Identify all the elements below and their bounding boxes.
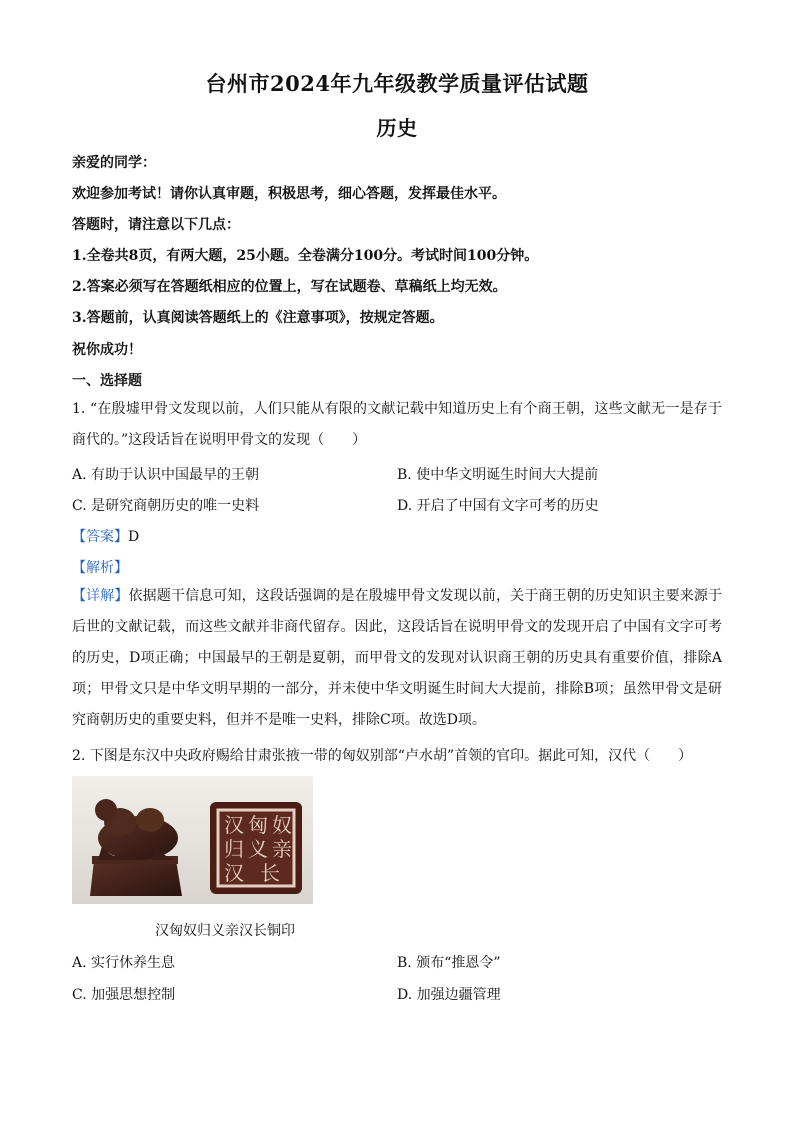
svg-text:亲: 亲: [272, 837, 292, 861]
subject-title: 历史: [376, 116, 418, 140]
q2-option-d: D. 加强边疆管理: [397, 987, 501, 1003]
svg-text:归: 归: [224, 837, 244, 861]
question-1-stem: 1. “在殷墟甲骨文发现以前，人们只能从有限的文献记载中知道历史上有个商王朝，这些文献无一是存于商代的。”这段话旨在说明甲骨文的发现（ ）: [72, 401, 722, 448]
greeting: 亲爱的同学：: [72, 155, 156, 171]
seal-photo: [72, 776, 313, 904]
wish-text: 祝你成功！: [72, 342, 142, 358]
welcome-text: 欢迎参加考试！请你认真审题，积极思考，细心答题，发挥最佳水平。: [72, 186, 506, 202]
note-3: 3.答题前，认真阅读答题纸上的《注意事项》，按规定答题。: [72, 310, 444, 326]
q1-answer: [72, 526, 139, 546]
figure-caption: 汉匈奴归义亲汉长铜印: [155, 923, 295, 939]
detail-label: 【详解】: [72, 588, 129, 604]
svg-text:奴: 奴: [272, 813, 292, 837]
q2-option-b: B. 颁布“推恩令”: [397, 955, 501, 971]
exam-title: 台州市2024年九年级教学质量评估试题: [205, 71, 589, 96]
svg-text:汉: 汉: [224, 861, 244, 885]
q2-option-c: C. 加强思想控制: [72, 987, 176, 1003]
q1-option-d: D. 开启了中国有文字可考的历史: [397, 498, 599, 514]
svg-text:长: 长: [260, 861, 280, 885]
answer-value: D: [128, 529, 140, 545]
note-2: 2.答案必须写在答题纸相应的位置上，写在试题卷、草稿纸上均无效。: [72, 279, 507, 295]
q1-option-b: B. 使中华文明诞生时间大大提前: [397, 467, 599, 483]
detail-text: 依据题干信息可知，这段话强调的是在殷墟甲骨文发现以前，关于商王朝的历史知识主要来源于后世的文献记载，而这些文献并非商代留存。因此，这段话旨在说明甲骨文的发现开启了中国有文字可考的历史，D项正确；中国最早的王朝是夏朝，而甲骨文的发现对认识商王朝的历史具有重要价值，排除A项；甲骨文只是中华文明早期的一部分，并未使中华文明诞生时间大大提前，排除B项；虽然甲骨文是研究商朝历史的重要史料，但并不是唯一史料，排除C项。故选D项。: [72, 588, 723, 728]
q1-detail: [72, 581, 722, 736]
q1-option-c: C. 是研究商朝历史的唯一史料: [72, 498, 260, 514]
answer-label: 【答案】: [72, 529, 128, 545]
analysis-label: 【解析】: [72, 560, 128, 576]
svg-text:匈: 匈: [248, 813, 268, 837]
section-heading: 一、选择题: [72, 373, 142, 389]
q2-option-a: A. 实行休养生息: [72, 955, 176, 971]
note-1: 1.全卷共8页，有两大题，25小题。全卷满分100分。考试时间100分钟。: [72, 248, 539, 264]
q1-option-a: A. 有助于认识中国最早的王朝: [72, 467, 260, 483]
svg-text:义: 义: [248, 837, 268, 861]
q1-analysis-label: [72, 557, 128, 577]
bronze-seal-illustration: [72, 776, 313, 904]
question-2-stem: 2. 下图是东汉中央政府赐给甘肃张掖一带的匈奴别部“卢水胡”首领的官印。据此可知，汉代（ ）: [72, 748, 693, 764]
svg-text:汉: 汉: [224, 813, 244, 837]
notice-heading: 答题时，请注意以下几点：: [72, 217, 240, 233]
